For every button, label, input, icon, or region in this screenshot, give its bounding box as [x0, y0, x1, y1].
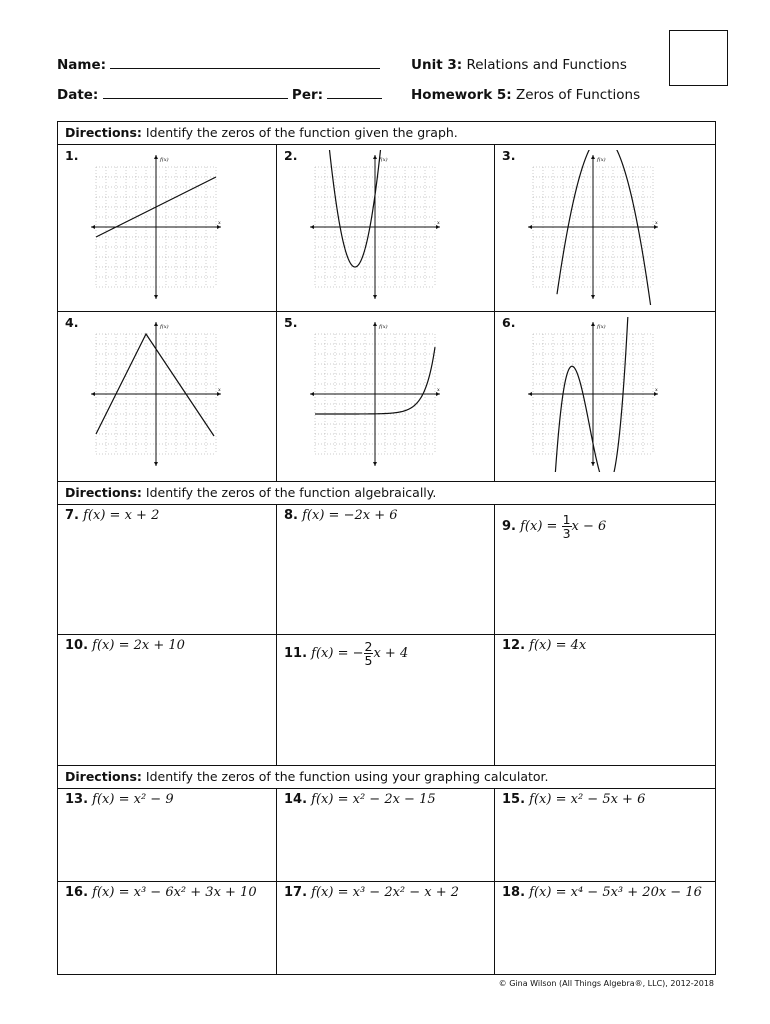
date-field[interactable] [103, 87, 288, 99]
problem-number: 2. [284, 148, 298, 163]
function-lhs: f(x) = [529, 792, 567, 807]
function-rhs: 4x [570, 638, 587, 653]
problem-14[interactable] [277, 789, 495, 881]
homework-label: Homework 5: [411, 87, 512, 103]
problem-number: 8. [284, 508, 298, 523]
problem-2[interactable] [277, 145, 495, 311]
function-lhs: f(x) = [302, 508, 340, 523]
score-box[interactable] [669, 30, 728, 86]
problem-number: 14. [284, 792, 308, 807]
y-axis-label: f(x) [379, 324, 388, 330]
problem-1[interactable] [58, 145, 277, 311]
x-axis-label: x [655, 387, 658, 393]
problem-number: 7. [65, 508, 79, 523]
y-axis-label: f(x) [597, 324, 606, 330]
problem-18[interactable] [495, 882, 717, 975]
function-rhs: x² − 2x − 15 [352, 792, 436, 807]
problem-15[interactable] [495, 789, 717, 881]
calc-row-1 [58, 789, 715, 882]
name-label: Name: [57, 57, 107, 73]
directions-label: Directions: [65, 125, 142, 140]
worksheet [57, 121, 716, 975]
function-lhs: f(x) = [311, 792, 349, 807]
problem-number: 10. [65, 638, 89, 653]
problem-number: 9. [502, 519, 516, 534]
problem-number: 17. [284, 885, 308, 900]
name-row [57, 57, 380, 73]
problem-13[interactable] [58, 789, 277, 881]
unit-title [411, 57, 627, 73]
graph-1 [86, 150, 226, 305]
algebra-row-1 [58, 505, 715, 635]
graph-6 [523, 317, 663, 472]
graph-row-1 [58, 145, 715, 312]
graph-row-2 [58, 312, 715, 482]
unit-text: Relations and Functions [466, 57, 627, 73]
y-axis-label: f(x) [160, 324, 169, 330]
problem-12[interactable] [495, 635, 717, 765]
directions-text: Identify the zeros of the function given the graph. [145, 125, 458, 140]
y-axis-label: f(x) [160, 157, 169, 163]
x-axis-label: x [218, 220, 221, 226]
graph-5 [305, 317, 445, 472]
problem-number: 15. [502, 792, 526, 807]
function-lhs: f(x) = [520, 519, 558, 534]
directions-algebra [58, 482, 715, 505]
directions-text: Identify the zeros of the function algebraically. [145, 485, 437, 500]
y-axis-label: f(x) [597, 157, 606, 163]
name-field[interactable] [110, 57, 380, 69]
function-lhs: f(x) = [529, 885, 567, 900]
function-lhs: f(x) = [92, 885, 130, 900]
x-axis-label: x [218, 387, 221, 393]
function-rhs: x³ − 6x² + 3x + 10 [133, 885, 257, 900]
date-label: Date: [57, 87, 99, 103]
problem-number: 16. [65, 885, 89, 900]
function-rhs: 2x + 10 [133, 638, 185, 653]
function-rhs: x³ − 2x² − x + 2 [352, 885, 460, 900]
problem-3[interactable] [495, 145, 717, 311]
homework-title [411, 87, 640, 103]
fraction-denominator: 5 [364, 653, 373, 668]
problem-16[interactable] [58, 882, 277, 975]
fraction-numerator: 2 [364, 639, 373, 654]
x-axis-label: x [437, 387, 440, 393]
directions-label: Directions: [65, 485, 142, 500]
problem-5[interactable] [277, 312, 495, 481]
problem-number: 5. [284, 315, 298, 330]
problem-8[interactable] [277, 505, 495, 634]
problem-4[interactable] [58, 312, 277, 481]
fraction-numerator: 1 [562, 512, 571, 527]
algebra-row-2 [58, 635, 715, 766]
function-rhs: x² − 9 [133, 792, 174, 807]
function-lhs: f(x) = − [311, 646, 364, 661]
problem-number: 12. [502, 638, 526, 653]
unit-label: Unit 3: [411, 57, 463, 73]
problem-number: 18. [502, 885, 526, 900]
x-axis-label: x [655, 220, 658, 226]
problem-9[interactable] [495, 505, 717, 634]
function-lhs: f(x) = [92, 638, 130, 653]
directions-text: Identify the zeros of the function using your graphing calculator. [145, 769, 549, 784]
function-rhs: x + 2 [124, 508, 160, 523]
function-lhs: f(x) = [311, 885, 349, 900]
problem-17[interactable] [277, 882, 495, 975]
function-lhs: f(x) = [83, 508, 121, 523]
fraction [562, 513, 572, 540]
problem-10[interactable] [58, 635, 277, 765]
function-rhs: x − 6 [571, 519, 607, 534]
y-axis-label: f(x) [379, 157, 388, 163]
calc-row-2 [58, 882, 715, 975]
date-row [57, 87, 382, 103]
per-label: Per: [291, 87, 324, 103]
function-rhs: x⁴ − 5x³ + 20x − 16 [570, 885, 702, 900]
problem-number: 11. [284, 646, 308, 661]
directions-graph [58, 122, 715, 145]
function-curve [96, 334, 214, 436]
per-field[interactable] [327, 87, 382, 99]
graph-3 [523, 150, 663, 305]
problem-number: 3. [502, 148, 516, 163]
function-lhs: f(x) = [92, 792, 130, 807]
copyright: © Gina Wilson (All Things Algebra®, LLC), 2012-2018 [498, 979, 714, 988]
directions-calculator [58, 766, 715, 789]
problem-number: 1. [65, 148, 79, 163]
function-rhs: x + 4 [373, 646, 409, 661]
function-lhs: f(x) = [529, 638, 567, 653]
problem-number: 6. [502, 315, 516, 330]
problem-7[interactable] [58, 505, 277, 634]
problem-11[interactable] [277, 635, 495, 765]
problem-6[interactable] [495, 312, 717, 481]
directions-label: Directions: [65, 769, 142, 784]
problem-number: 13. [65, 792, 89, 807]
graph-2 [305, 150, 445, 305]
problem-number: 4. [65, 315, 79, 330]
homework-text: Zeros of Functions [515, 87, 641, 103]
function-rhs: x² − 5x + 6 [570, 792, 646, 807]
fraction [364, 640, 374, 667]
x-axis-label: x [437, 220, 440, 226]
fraction-denominator: 3 [562, 526, 571, 541]
function-rhs: −2x + 6 [343, 508, 398, 523]
graph-4 [86, 317, 226, 472]
